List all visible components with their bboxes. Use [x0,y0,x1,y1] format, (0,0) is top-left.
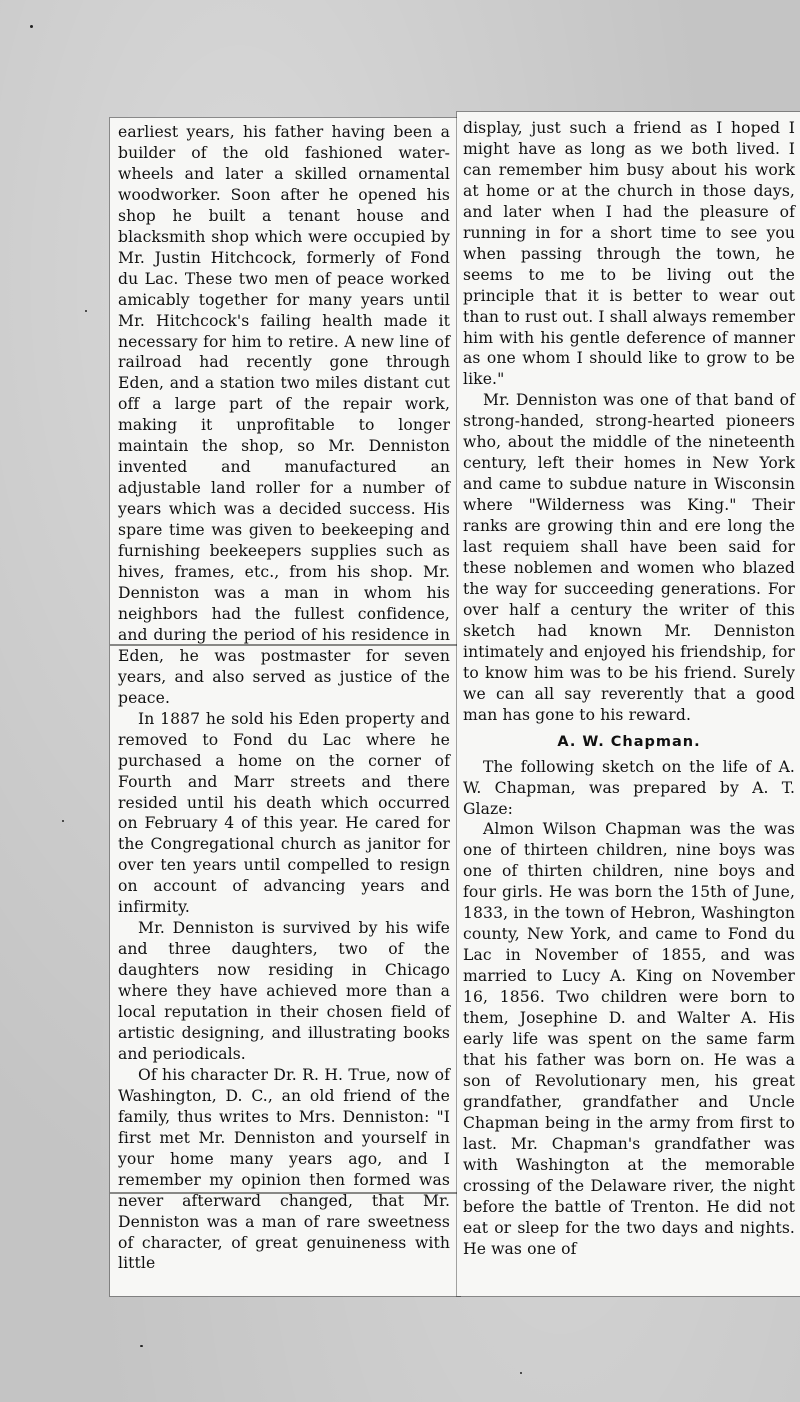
right-clipping [457,112,800,1296]
scan-speck [520,1372,522,1374]
paragraph: Almon Wilson Chapman was the was one of thirteen children, nine boys was one of thirten children, nine boys and four girls. He was born the 15th of June, 1833, in the town of Hebron, Washington county, New York, and came to Fond du Lac in November of 1855, and was married to Lucy A. King on November 16, 1856. Two children were born to them, Josephine D. and Walter A. His early life was spent on the same farm that his father was born on. He was a son of Revolutionary men, his great grandfather, grandfather and Uncle Chapman being in the army from first to last. Mr. Chapman's grandfather was with Washington at the memorable crossing of the Delaware river, the night before the battle of Trenton. He did not eat or sleep for the two days and nights. He was one of [463,820,795,1258]
scan-speck [140,1345,143,1347]
paragraph: Mr. Denniston was one of that band of strong-handed, strong-hearted pioneers who, about the middle of the nineteenth century, left their homes in New York and came to subdue nature in Wisconsin where "Wilderness was King." Their ranks are growing thin and ere long the last requiem shall have been said for these noblemen and women who blazed the way for succeeding generations. For over half a century the writer of this sketch had known Mr. Denniston intimately and enjoyed his friendship, for to know him was to be his friend. Surely we can all say reverently that a good man has gone to his reward. [463,391,795,724]
right-column [463,118,795,1259]
paragraph: The following sketch on the life of A. W. Chapman, was prepared by A. T. Glaze: [463,757,795,818]
left-column [118,122,450,1274]
paragraph: Of his character Dr. R. H. True, now of Washington, D. C., an old friend of the family, thus writes to Mrs. Denniston: "I first met Mr. Denniston and yourself in your home many years ago, and I remember my opinion then formed was never afterward changed, that Mr. Denniston was a man of rare sweetness of character, of great genuineness with little [118,1065,450,1273]
scan-speck [85,310,87,312]
paragraph: earliest years, his father having been a builder of the old fashioned water-wheels and later a skilled ornamental woodworker. Soon after he opened his shop he built a tenant house and blacksmith shop which were occupied by Mr. Justin Hitchcock, formerly of Fond du Lac. These two men of peace worked amicably together for many years until Mr. Hitchcock's failing health made it necessary for him to retire. A new line of railroad had recently gone through Eden, and a station two miles distant cut off a large part of the repair work, making it unprofitable to longer maintain the shop, so Mr. Denniston invented and manufactured an adjustable land roller for a number of years which was a decided success. His spare time was given to beekeeping and furnishing beekeepers supplies such as hives, frames, etc., from his shop. Mr. Denniston was a man in whom his neighbors had the fullest confidence, and during the period of his residence in Eden, he was postmaster for seven years, and also served as justice of the peace. [118,123,450,707]
clipping-seam [110,1192,460,1194]
paragraph: In 1887 he sold his Eden property and removed to Fond du Lac where he purchased a home on the corner of Fourth and Marr streets and there resided until his death which occurred on February 4 of this year. He cared for the Congregational church as janitor for over ten years until compelled to resign on account of advancing years and infirmity. [118,709,450,917]
scan-speck [62,820,64,822]
paragraph: Mr. Denniston is survived by his wife and three daughters, two of the daughters now residing in Chicago where they have achieved more than a local reputation in their chosen field of artistic designing, and illustrating books and periodicals. [118,919,450,1063]
paragraph: display, just such a friend as I hoped I might have as long as we both lived. I can remember him busy about his work at home or at the church in those days, and later when I had the pleasure of running in for a short time to see you when passing through the town, he seems to me to be living out the principle that it is better to wear out than to rust out. I shall always remember him with his gentle deference of manner as one whom I should like to grow to be like." [463,119,795,389]
left-clipping [110,118,460,1296]
clipping-seam [110,644,460,646]
section-heading: A. W. Chapman. [557,733,701,750]
scan-speck [30,25,33,28]
